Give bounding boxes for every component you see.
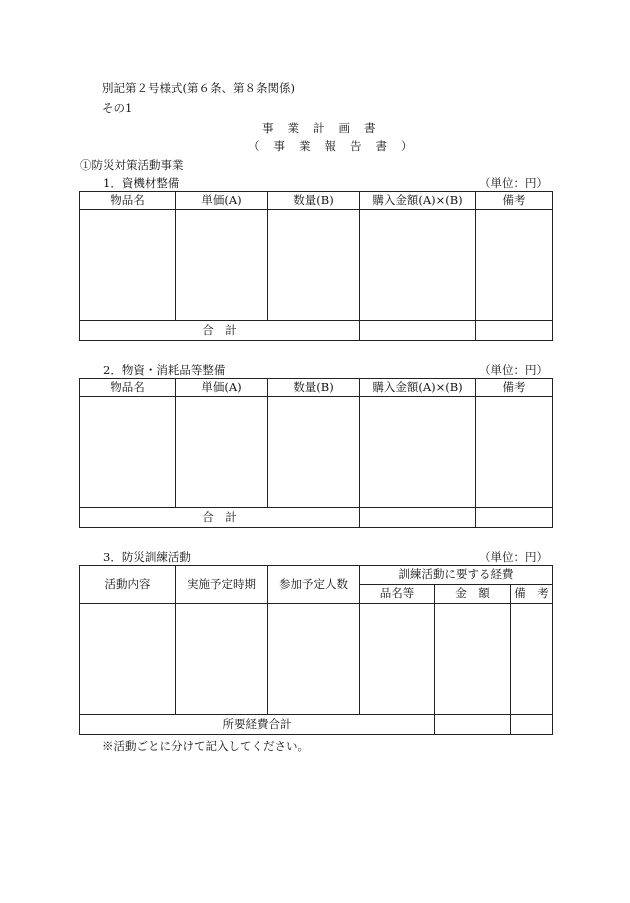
document-title: 事業計画書 xyxy=(262,121,390,135)
col-quantity: 数量(B) xyxy=(268,192,360,210)
cell-amount[interactable] xyxy=(435,604,511,715)
total-label: 合 計 xyxy=(80,508,360,528)
cell-remarks[interactable] xyxy=(511,604,553,715)
cell-item-names[interactable] xyxy=(360,604,435,715)
col-participants: 参加予定人数 xyxy=(268,566,360,604)
cell-unit-price[interactable] xyxy=(176,397,268,508)
col-quantity: 数量(B) xyxy=(268,379,360,397)
cell-purchase-amount[interactable] xyxy=(360,210,476,321)
total-remarks-cell[interactable] xyxy=(476,321,553,341)
cell-remarks[interactable] xyxy=(476,210,553,321)
col-unit-price: 単価(A) xyxy=(176,379,268,397)
col-remarks: 備 考 xyxy=(511,585,553,604)
section2-heading: 2．物資・消耗品等整備 xyxy=(103,363,226,377)
total-remarks-cell[interactable] xyxy=(511,715,553,735)
col-purchase-amount: 購入金額(A)×(B) xyxy=(360,379,476,397)
cell-item-name[interactable] xyxy=(80,210,176,321)
section3-heading: 3．防災訓練活動 xyxy=(103,550,191,564)
total-amount-cell[interactable] xyxy=(360,508,476,528)
section3-table xyxy=(79,565,553,735)
cell-schedule[interactable] xyxy=(176,604,268,715)
section2-table xyxy=(79,378,553,528)
col-item-name: 物品名 xyxy=(80,379,176,397)
form-reference: 別記第２号様式(第６条、第８条関係) xyxy=(102,81,295,95)
cell-quantity[interactable] xyxy=(268,397,360,508)
cell-purchase-amount[interactable] xyxy=(360,397,476,508)
total-amount-cell[interactable] xyxy=(435,715,511,735)
cell-unit-price[interactable] xyxy=(176,210,268,321)
col-amount: 金 額 xyxy=(435,585,511,604)
cell-remarks[interactable] xyxy=(476,397,553,508)
total-amount-cell[interactable] xyxy=(360,321,476,341)
col-remarks: 備考 xyxy=(476,379,553,397)
col-unit-price: 単価(A) xyxy=(176,192,268,210)
section1-heading: 1．資機材整備 xyxy=(103,176,180,190)
section1-table xyxy=(79,191,553,341)
category-label: ①防災対策活動事業 xyxy=(80,158,184,172)
total-label: 所要経費合計 xyxy=(80,715,435,735)
cell-activity[interactable] xyxy=(80,604,176,715)
col-item-names: 品名等 xyxy=(360,585,435,604)
form-part: その1 xyxy=(102,101,133,115)
col-item-name: 物品名 xyxy=(80,192,176,210)
section3-unit: （単位：円） xyxy=(479,550,548,564)
total-remarks-cell[interactable] xyxy=(476,508,553,528)
cell-quantity[interactable] xyxy=(268,210,360,321)
col-remarks: 備考 xyxy=(476,192,553,210)
col-training-expenses: 訓練活動に要する経費 xyxy=(360,566,553,585)
document-subtitle: （事業報告書） xyxy=(248,139,427,153)
section1-unit: （単位：円） xyxy=(479,176,548,190)
cell-item-name[interactable] xyxy=(80,397,176,508)
footnote: ※活動ごとに分けて記入してください。 xyxy=(102,739,309,753)
col-purchase-amount: 購入金額(A)×(B) xyxy=(360,192,476,210)
cell-participants[interactable] xyxy=(268,604,360,715)
col-schedule: 実施予定時期 xyxy=(176,566,268,604)
section2-unit: （単位：円） xyxy=(479,363,548,377)
col-activity: 活動内容 xyxy=(80,566,176,604)
total-label: 合 計 xyxy=(80,321,360,341)
